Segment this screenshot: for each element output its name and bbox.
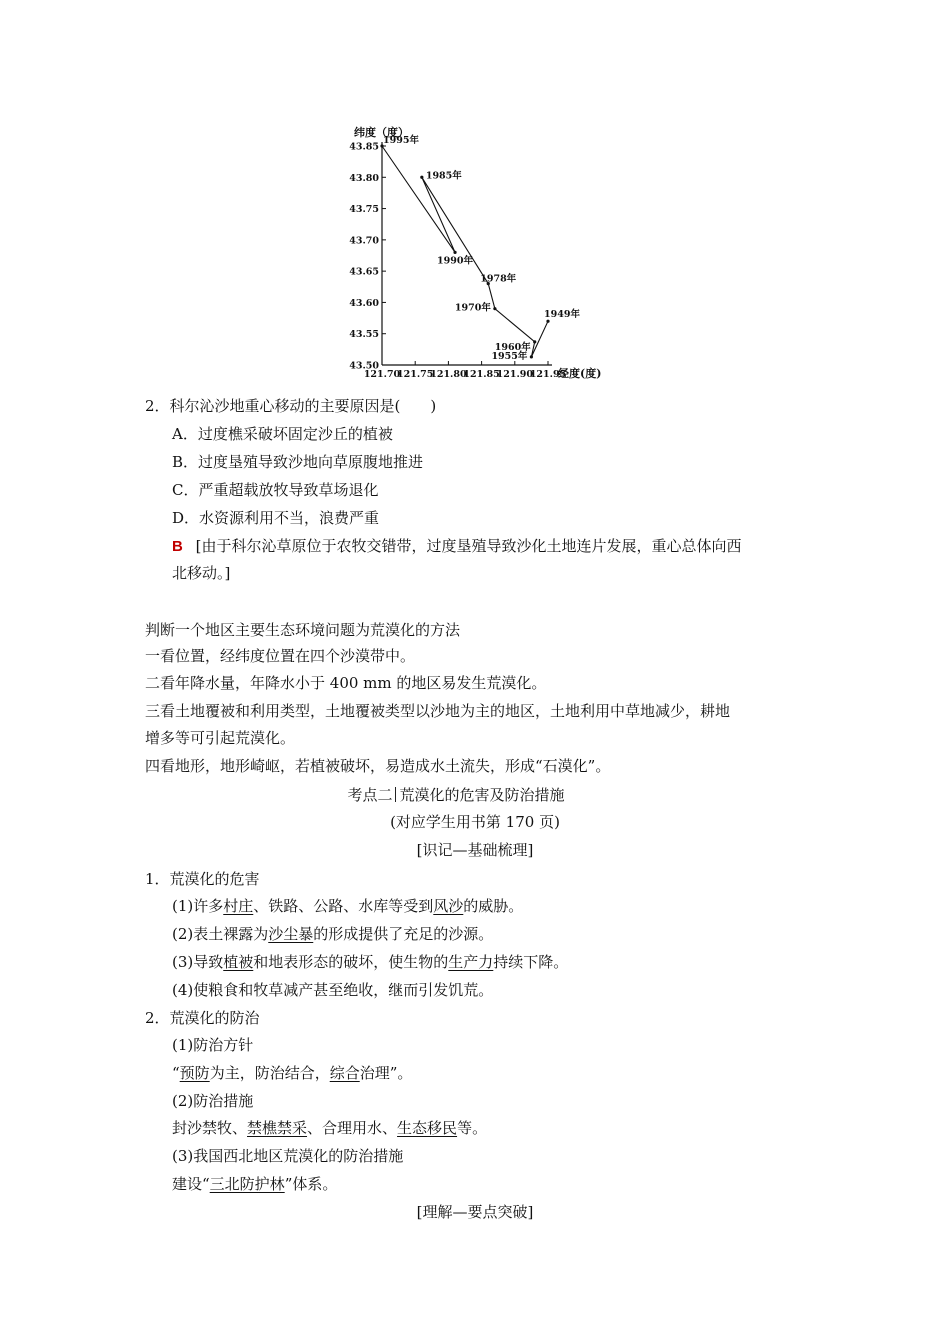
- hazards-title: 1．荒漠化的危害: [145, 870, 260, 888]
- blank-answer: 风沙: [433, 897, 464, 915]
- heading-divider: [395, 787, 396, 802]
- text: (1)许多: [172, 897, 224, 915]
- y-axis-title: 纬度（度）: [354, 126, 409, 139]
- text: 持续下降。: [493, 953, 569, 971]
- y-tick-label: 43.80: [349, 172, 379, 184]
- y-tick-label: 43.65: [349, 266, 379, 278]
- hazard-1: [172, 896, 523, 916]
- text: 和地表形态的破坏，使生物的: [253, 953, 449, 971]
- blank-answer: 村庄: [223, 897, 254, 915]
- prevention-measures-line: [172, 1118, 487, 1138]
- text: 建设“: [172, 1175, 210, 1193]
- prevention-northwest-line: [172, 1174, 337, 1194]
- point-label: 1985年: [425, 170, 462, 182]
- chart-svg: [340, 118, 602, 390]
- centroid-chart: [340, 118, 602, 390]
- data-point: [493, 307, 496, 310]
- prevention-northwest: (3)我国西北地区荒漠化的防治措施: [172, 1147, 404, 1165]
- y-tick-label: 43.70: [349, 235, 379, 247]
- x-tick-label: 121.90: [496, 369, 533, 380]
- text: 的威胁。: [463, 897, 524, 915]
- text: 为主，防治结合，: [209, 1064, 330, 1082]
- data-point: [530, 355, 533, 358]
- hazard-2: [172, 924, 493, 944]
- answer-line-2: 北移动。]: [172, 564, 231, 582]
- prevention-policy-line: [172, 1063, 412, 1083]
- prevention-title: 2．荒漠化的防治: [145, 1009, 260, 1027]
- point-label: 1990年: [437, 255, 473, 267]
- method-line-5: 四看地形，地形崎岖，若植被破坏，易造成水土流失，形成“石漠化”。: [145, 757, 611, 775]
- prevention-measures: (2)防治措施: [172, 1092, 254, 1110]
- y-tick-label: 43.55: [349, 329, 379, 341]
- blank-answer: 预防: [179, 1064, 210, 1082]
- method-line-4: 增多等可引起荒漠化。: [145, 729, 296, 747]
- page-reference: (对应学生用书第 170 页): [390, 813, 560, 831]
- blank-answer: 沙尘暴: [268, 925, 314, 943]
- blank-answer: 三北防护林: [209, 1175, 285, 1193]
- text: ”体系。: [284, 1175, 338, 1193]
- blank-answer: 植被: [223, 953, 254, 971]
- x-tick-label: 121.80: [430, 369, 467, 380]
- point-label: 1978年: [480, 273, 517, 285]
- point-label: 1970年: [454, 302, 491, 314]
- text: 封沙禁牧、: [172, 1119, 248, 1137]
- question-stem: 2．科尔沁沙地重心移动的主要原因是( ): [145, 397, 437, 415]
- text: 、铁路、公路、水库等受到: [253, 897, 434, 915]
- blank-answer: 生产力: [448, 953, 494, 971]
- y-tick-label: 43.85: [349, 141, 379, 153]
- option-c: C．严重超载放牧导致草场退化: [172, 481, 379, 499]
- data-point: [453, 251, 456, 254]
- x-tick-label: 121.75: [397, 369, 434, 380]
- hazard-3: [172, 952, 568, 972]
- hazard-4: (4)使粮食和牧草减产甚至绝收，继而引发饥荒。: [172, 981, 494, 999]
- text: 等。: [457, 1119, 488, 1137]
- blank-answer: 禁樵禁采: [247, 1119, 308, 1137]
- section-heading: [0, 785, 950, 805]
- data-point: [420, 176, 423, 179]
- answer-line-1: [172, 536, 741, 557]
- text: 治理”。: [359, 1064, 413, 1082]
- point-label: 1995年: [383, 135, 419, 146]
- blank-answer: 生态移民: [397, 1119, 458, 1137]
- point-label: 1955年: [491, 350, 528, 362]
- subheading-understanding: [理解—要点突破]: [416, 1203, 534, 1221]
- point-label: 1960年: [494, 341, 531, 353]
- prevention-policy: (1)防治方针: [172, 1036, 254, 1054]
- text: 的形成提供了充足的沙源。: [313, 925, 494, 943]
- x-tick-label: 121.70: [363, 369, 401, 380]
- answer-explanation: [由于科尔沁草原位于农牧交错带，过度垦殖导致沙化土地连片发展，重心总体向西: [195, 537, 742, 555]
- text: “: [172, 1064, 180, 1082]
- method-line-3: 三看土地覆被和利用类型，土地覆被类型以沙地为主的地区，土地利用中草地减少，耕地: [145, 702, 731, 720]
- option-d: D．水资源利用不当，浪费严重: [172, 509, 380, 527]
- data-point: [533, 340, 536, 343]
- x-axis-title: 经度(度): [558, 367, 602, 380]
- text: (3)导致: [172, 953, 224, 971]
- text: (2)表土裸露为: [172, 925, 269, 943]
- y-tick-label: 43.60: [349, 297, 379, 309]
- x-tick-label: 121.95: [529, 369, 567, 380]
- method-line-2: 二看年降水量，年降水小于 400 mm 的地区易发生荒漠化。: [145, 674, 547, 692]
- subheading-basics: [识记—基础梳理]: [416, 841, 534, 859]
- section-heading-title: 荒漠化的危害及防治措施: [399, 786, 565, 804]
- option-b: B．过度垦殖导致沙地向草原腹地推进: [172, 453, 424, 471]
- y-tick-label: 43.50: [349, 360, 379, 372]
- point-label: 1949年: [544, 309, 580, 321]
- x-tick-label: 121.85: [463, 369, 500, 380]
- method-title: 判断一个地区主要生态环境问题为荒漠化的方法: [145, 621, 461, 639]
- y-tick-label: 43.75: [349, 204, 379, 216]
- blank-answer: 综合: [329, 1064, 360, 1082]
- series-line: [382, 146, 548, 357]
- section-heading-label: 考点二: [347, 786, 393, 804]
- method-line-1: 一看位置，经纬度位置在四个沙漠带中。: [145, 647, 416, 665]
- option-a: A．过度樵采破坏固定沙丘的植被: [172, 425, 393, 443]
- answer-letter: B: [172, 538, 183, 555]
- text: 、合理用水、: [307, 1119, 398, 1137]
